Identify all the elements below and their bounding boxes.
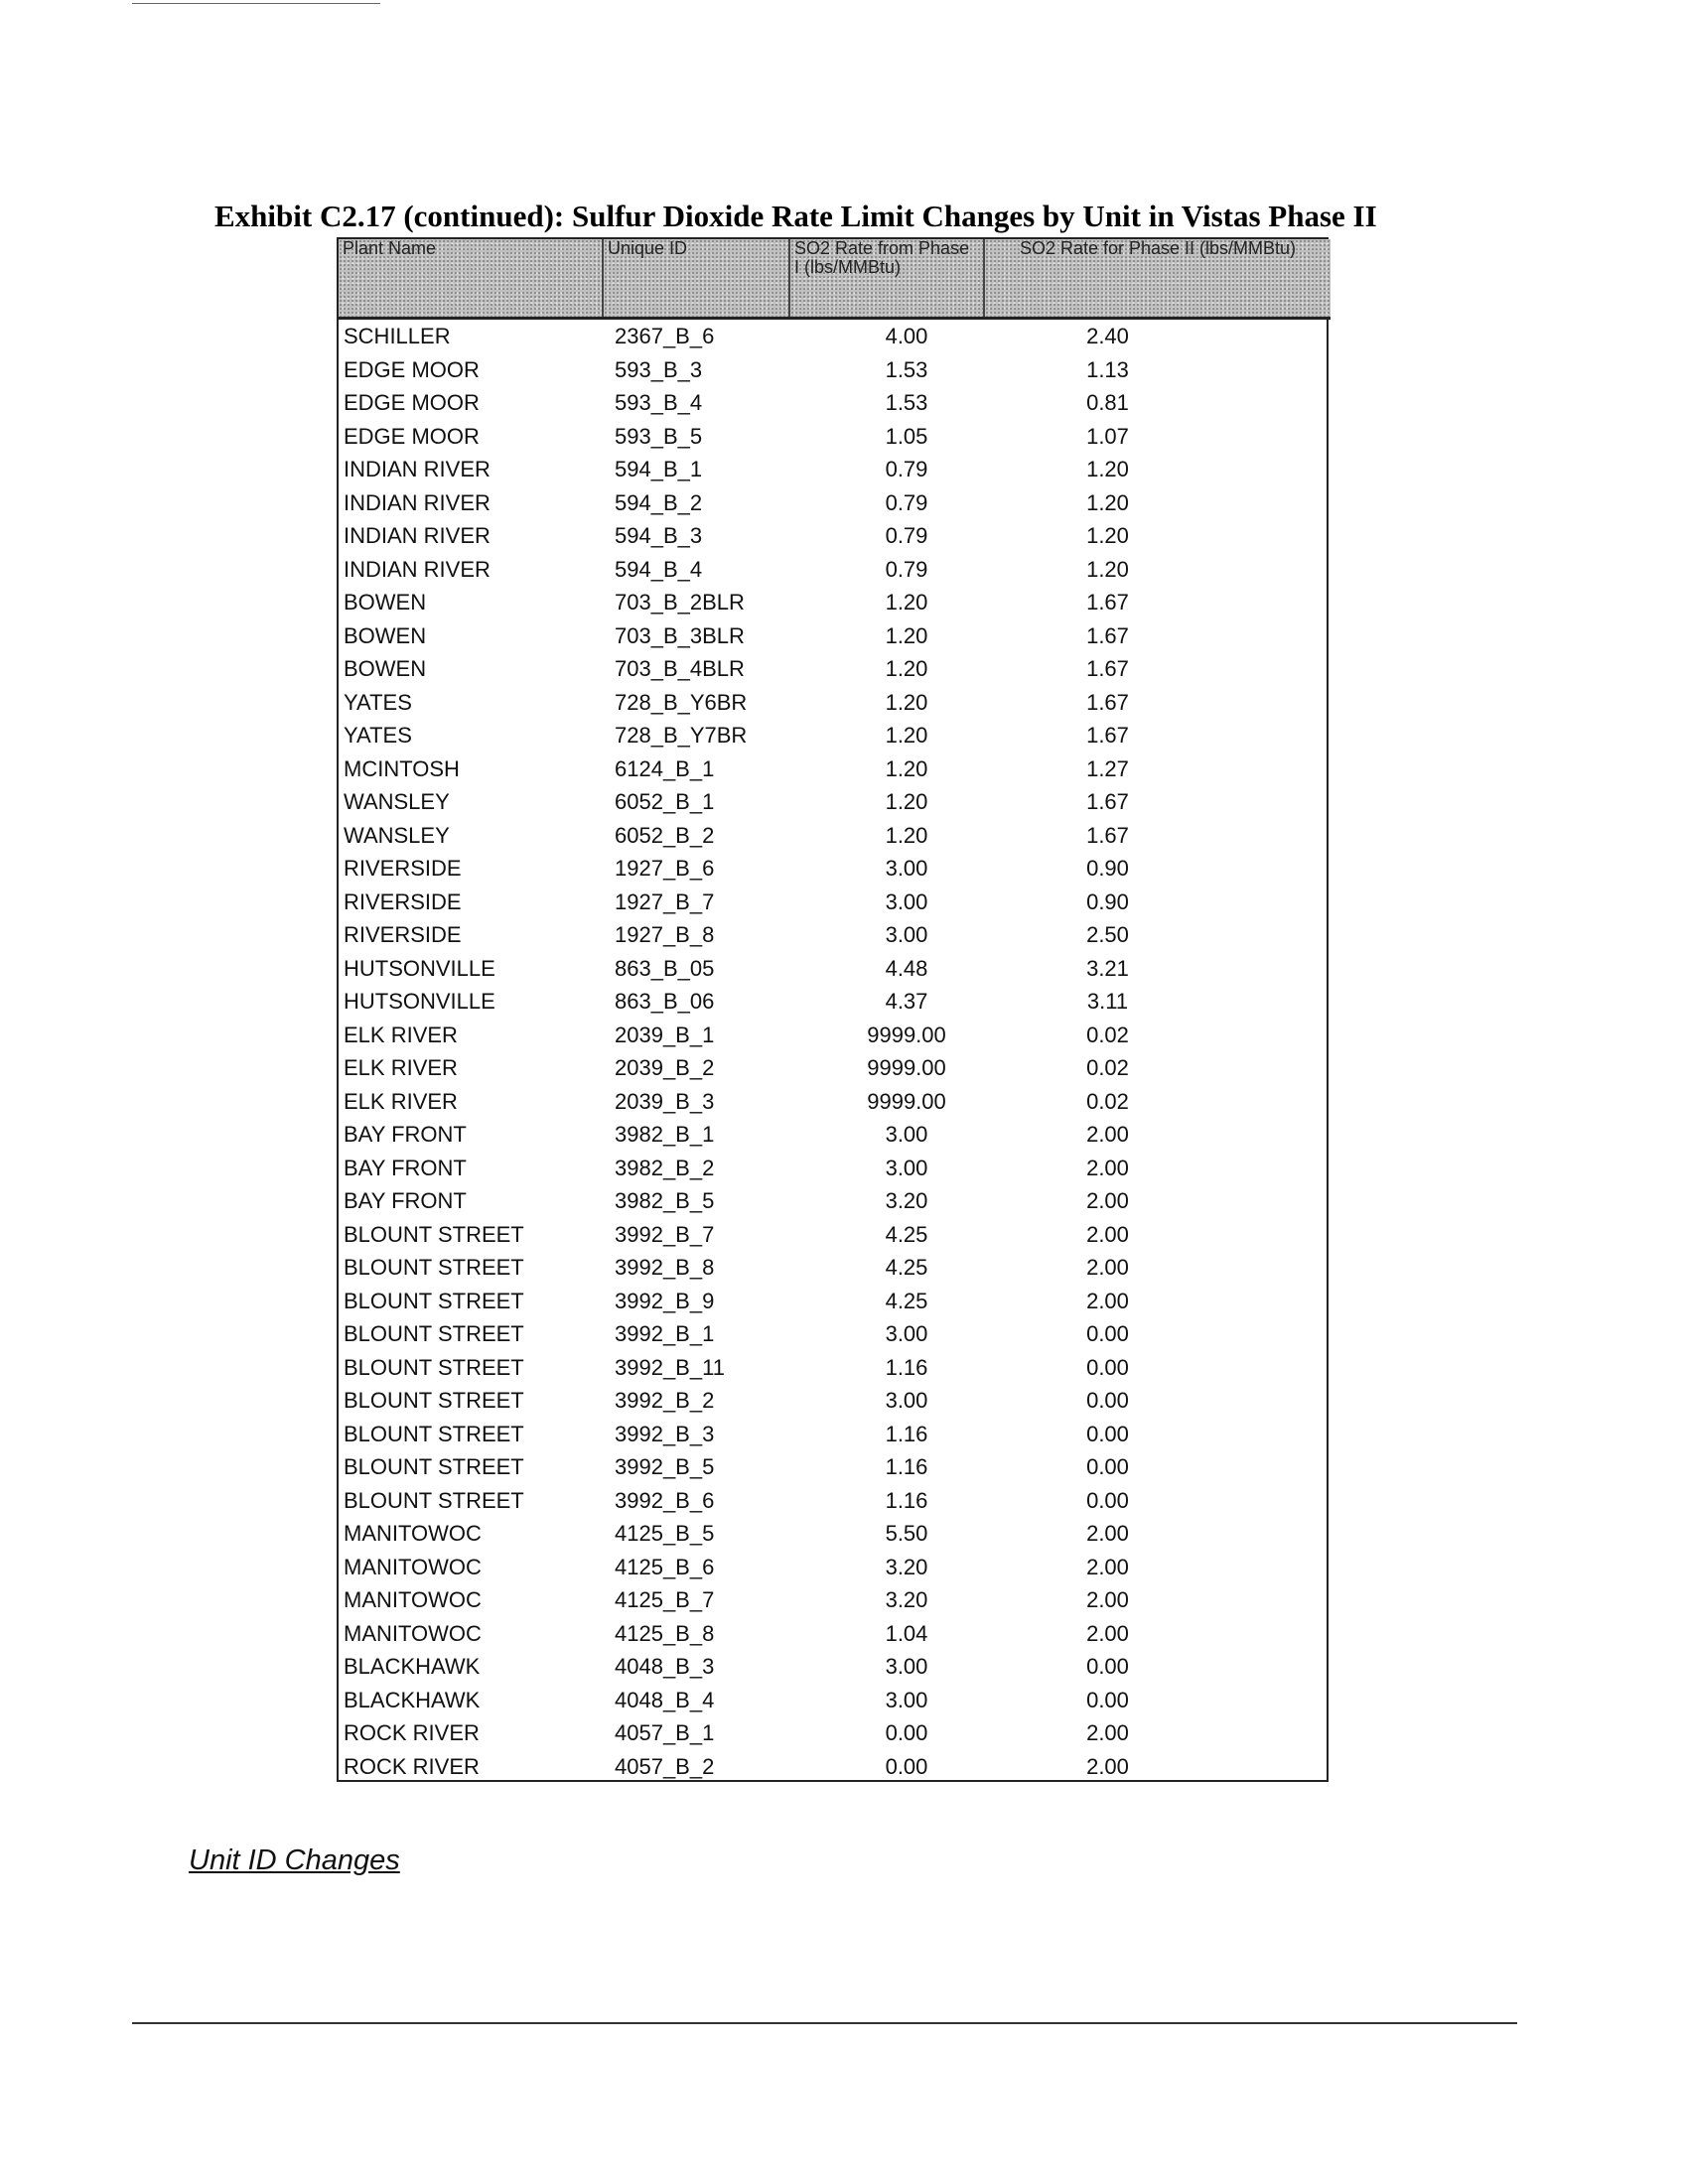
cell-so2-phase-2: 2.00 bbox=[1086, 1521, 1129, 1546]
cell-so2-phase-1: 0.00 bbox=[885, 1753, 928, 1779]
table-row bbox=[339, 1351, 1331, 1385]
cell-unique-id: 3992_B_8 bbox=[615, 1255, 715, 1280]
cell-unique-id: 4057_B_2 bbox=[615, 1753, 715, 1779]
cell-plant-name: BLOUNT STREET bbox=[344, 1321, 524, 1346]
cell-unique-id: 1927_B_7 bbox=[615, 888, 715, 914]
cell-plant-name: MANITOWOC bbox=[344, 1620, 482, 1646]
so2-rate-table bbox=[339, 239, 1331, 1783]
cell-so2-phase-2: 2.00 bbox=[1086, 1155, 1129, 1180]
cell-so2-phase-1: 1.20 bbox=[885, 689, 928, 715]
cell-unique-id: 594_B_2 bbox=[615, 489, 703, 515]
cell-so2-phase-1: 9999.00 bbox=[867, 1022, 946, 1047]
table-row bbox=[339, 918, 1331, 952]
cell-unique-id: 4125_B_7 bbox=[615, 1587, 715, 1612]
cell-so2-phase-1: 1.20 bbox=[885, 789, 928, 814]
cell-so2-phase-1: 0.79 bbox=[885, 523, 928, 548]
cell-so2-phase-1: 3.00 bbox=[885, 1122, 928, 1147]
cell-unique-id: 1927_B_6 bbox=[615, 856, 715, 881]
cell-plant-name: MCINTOSH bbox=[344, 755, 460, 781]
cell-so2-phase-2: 0.00 bbox=[1086, 1454, 1129, 1479]
table-row bbox=[339, 1450, 1331, 1484]
cell-unique-id: 593_B_3 bbox=[615, 356, 703, 382]
table-row bbox=[339, 453, 1331, 486]
cell-plant-name: SCHILLER bbox=[344, 324, 451, 348]
cell-so2-phase-2: 2.00 bbox=[1086, 1753, 1129, 1779]
cell-so2-phase-2: 0.00 bbox=[1086, 1354, 1129, 1380]
table-row bbox=[339, 1019, 1331, 1052]
cell-unique-id: 3992_B_9 bbox=[615, 1288, 715, 1313]
cell-plant-name: YATES bbox=[344, 689, 412, 715]
table-row bbox=[339, 1051, 1331, 1085]
cell-plant-name: RIVERSIDE bbox=[344, 888, 462, 914]
cell-unique-id: 6052_B_2 bbox=[615, 822, 715, 848]
page-title: Exhibit C2.17 (continued): Sulfur Dioxide Rate Limit Changes by Unit in Vistas Phase II bbox=[214, 199, 1377, 233]
cell-plant-name: ELK RIVER bbox=[344, 1055, 458, 1080]
table-row bbox=[339, 1650, 1331, 1684]
cell-plant-name: BLOUNT STREET bbox=[344, 1354, 524, 1380]
cell-plant-name: BAY FRONT bbox=[344, 1122, 467, 1147]
cell-so2-phase-2: 2.00 bbox=[1086, 1720, 1129, 1745]
cell-unique-id: 593_B_5 bbox=[615, 423, 703, 449]
cell-unique-id: 4048_B_3 bbox=[615, 1654, 715, 1679]
table-row bbox=[339, 1184, 1331, 1218]
cell-so2-phase-2: 0.00 bbox=[1086, 1687, 1129, 1712]
cell-unique-id: 3992_B_1 bbox=[615, 1321, 715, 1346]
table-row bbox=[339, 1118, 1331, 1152]
cell-unique-id: 4048_B_4 bbox=[615, 1687, 715, 1712]
cell-so2-phase-2: 2.50 bbox=[1086, 922, 1129, 947]
cell-unique-id: 2367_B_6 bbox=[615, 324, 715, 348]
cell-so2-phase-2: 0.00 bbox=[1086, 1421, 1129, 1446]
cell-plant-name: BLOUNT STREET bbox=[344, 1487, 524, 1513]
section-heading: Unit ID Changes bbox=[189, 1844, 400, 1876]
table-row bbox=[339, 1484, 1331, 1518]
cell-so2-phase-1: 3.00 bbox=[885, 1687, 928, 1712]
cell-unique-id: 4125_B_6 bbox=[615, 1554, 715, 1579]
cell-so2-phase-1: 1.04 bbox=[885, 1620, 928, 1646]
cell-unique-id: 2039_B_2 bbox=[615, 1055, 715, 1080]
cell-so2-phase-1: 1.20 bbox=[885, 822, 928, 848]
cell-unique-id: 2039_B_3 bbox=[615, 1088, 715, 1114]
cell-plant-name: RIVERSIDE bbox=[344, 922, 462, 947]
cell-plant-name: INDIAN RIVER bbox=[344, 523, 491, 548]
cell-so2-phase-2: 2.00 bbox=[1086, 1188, 1129, 1213]
table-row bbox=[339, 785, 1331, 819]
cell-unique-id: 3992_B_5 bbox=[615, 1454, 715, 1479]
cell-plant-name: INDIAN RIVER bbox=[344, 556, 491, 582]
cell-so2-phase-1: 9999.00 bbox=[867, 1055, 946, 1080]
table-row bbox=[339, 1716, 1331, 1750]
cell-plant-name: MANITOWOC bbox=[344, 1554, 482, 1579]
cell-so2-phase-2: 2.00 bbox=[1086, 1221, 1129, 1247]
cell-so2-phase-2: 1.67 bbox=[1086, 656, 1129, 681]
cell-so2-phase-1: 3.00 bbox=[885, 1654, 928, 1679]
cell-plant-name: BLOUNT STREET bbox=[344, 1221, 524, 1247]
cell-so2-phase-2: 1.67 bbox=[1086, 723, 1129, 748]
table-row bbox=[339, 519, 1331, 553]
cell-plant-name: MANITOWOC bbox=[344, 1521, 482, 1546]
cell-plant-name: BLOUNT STREET bbox=[344, 1255, 524, 1280]
cell-plant-name: HUTSONVILLE bbox=[344, 989, 495, 1014]
cell-so2-phase-1: 1.53 bbox=[885, 390, 928, 415]
cell-so2-phase-1: 3.00 bbox=[885, 1321, 928, 1346]
cell-so2-phase-1: 4.25 bbox=[885, 1255, 928, 1280]
table-row bbox=[339, 752, 1331, 786]
table-row bbox=[339, 486, 1331, 520]
table-row bbox=[339, 619, 1331, 653]
cell-so2-phase-1: 1.05 bbox=[885, 423, 928, 449]
cell-plant-name: RIVERSIDE bbox=[344, 856, 462, 881]
cell-plant-name: BLOUNT STREET bbox=[344, 1454, 524, 1479]
cell-unique-id: 728_B_Y6BR bbox=[615, 689, 748, 715]
cell-plant-name: MANITOWOC bbox=[344, 1587, 482, 1612]
header-unique-id: Unique ID bbox=[603, 239, 789, 319]
cell-so2-phase-1: 4.37 bbox=[885, 989, 928, 1014]
cell-unique-id: 863_B_05 bbox=[615, 955, 715, 981]
cell-unique-id: 3992_B_2 bbox=[615, 1388, 715, 1413]
header-so2-phase-2: SO2 Rate for Phase II (lbs/MMBtu) bbox=[984, 239, 1331, 319]
cell-plant-name: BLOUNT STREET bbox=[344, 1388, 524, 1413]
cell-so2-phase-2: 0.02 bbox=[1086, 1088, 1129, 1114]
cell-so2-phase-1: 3.20 bbox=[885, 1587, 928, 1612]
cell-plant-name: YATES bbox=[344, 723, 412, 748]
cell-unique-id: 594_B_3 bbox=[615, 523, 703, 548]
cell-so2-phase-1: 4.25 bbox=[885, 1288, 928, 1313]
cell-so2-phase-1: 0.79 bbox=[885, 457, 928, 481]
cell-so2-phase-2: 1.27 bbox=[1086, 755, 1129, 781]
cell-plant-name: WANSLEY bbox=[344, 822, 450, 848]
cell-so2-phase-2: 2.00 bbox=[1086, 1255, 1129, 1280]
cell-so2-phase-2: 1.20 bbox=[1086, 556, 1129, 582]
table-row bbox=[339, 1617, 1331, 1651]
cell-so2-phase-1: 1.16 bbox=[885, 1454, 928, 1479]
table-row bbox=[339, 819, 1331, 853]
cell-so2-phase-1: 3.20 bbox=[885, 1188, 928, 1213]
cell-plant-name: BLOUNT STREET bbox=[344, 1288, 524, 1313]
cell-so2-phase-1: 1.16 bbox=[885, 1421, 928, 1446]
cell-unique-id: 3992_B_6 bbox=[615, 1487, 715, 1513]
table-row bbox=[339, 1583, 1331, 1617]
cell-plant-name: ELK RIVER bbox=[344, 1088, 458, 1114]
table-row bbox=[339, 586, 1331, 619]
cell-plant-name: BOWEN bbox=[344, 622, 427, 648]
cell-plant-name: EDGE MOOR bbox=[344, 423, 480, 449]
cell-plant-name: BLACKHAWK bbox=[344, 1687, 481, 1712]
table-row bbox=[339, 952, 1331, 986]
cell-unique-id: 3982_B_2 bbox=[615, 1155, 715, 1180]
cell-unique-id: 594_B_4 bbox=[615, 556, 703, 582]
cell-plant-name: WANSLEY bbox=[344, 789, 450, 814]
top-rule bbox=[132, 3, 380, 4]
table-row bbox=[339, 1085, 1331, 1119]
cell-plant-name: HUTSONVILLE bbox=[344, 955, 495, 981]
cell-so2-phase-2: 2.00 bbox=[1086, 1620, 1129, 1646]
cell-plant-name: INDIAN RIVER bbox=[344, 489, 491, 515]
cell-plant-name: ROCK RIVER bbox=[344, 1720, 480, 1745]
cell-so2-phase-2: 2.40 bbox=[1086, 324, 1129, 348]
cell-so2-phase-2: 1.67 bbox=[1086, 590, 1129, 614]
cell-so2-phase-1: 0.00 bbox=[885, 1720, 928, 1745]
cell-so2-phase-2: 2.00 bbox=[1086, 1122, 1129, 1147]
table-row bbox=[339, 686, 1331, 720]
table-row bbox=[339, 719, 1331, 752]
cell-so2-phase-1: 1.20 bbox=[885, 590, 928, 614]
cell-unique-id: 3992_B_3 bbox=[615, 1421, 715, 1446]
cell-unique-id: 6124_B_1 bbox=[615, 755, 715, 781]
cell-so2-phase-1: 3.00 bbox=[885, 888, 928, 914]
cell-so2-phase-2: 0.02 bbox=[1086, 1022, 1129, 1047]
cell-unique-id: 4057_B_1 bbox=[615, 1720, 715, 1745]
cell-so2-phase-2: 3.21 bbox=[1086, 955, 1129, 981]
cell-so2-phase-2: 1.13 bbox=[1086, 356, 1129, 382]
cell-so2-phase-1: 1.20 bbox=[885, 622, 928, 648]
table-row bbox=[339, 1384, 1331, 1418]
cell-so2-phase-2: 1.67 bbox=[1086, 689, 1129, 715]
table-row bbox=[339, 420, 1331, 454]
cell-unique-id: 3992_B_7 bbox=[615, 1221, 715, 1247]
cell-so2-phase-1: 1.16 bbox=[885, 1354, 928, 1380]
header-plant-name: Plant Name bbox=[339, 239, 603, 319]
cell-plant-name: ELK RIVER bbox=[344, 1022, 458, 1047]
cell-so2-phase-2: 0.90 bbox=[1086, 888, 1129, 914]
table-row bbox=[339, 1684, 1331, 1717]
rate-table-frame bbox=[337, 237, 1329, 1782]
cell-unique-id: 593_B_4 bbox=[615, 390, 703, 415]
cell-so2-phase-1: 1.20 bbox=[885, 656, 928, 681]
cell-unique-id: 3992_B_11 bbox=[615, 1354, 725, 1380]
cell-unique-id: 594_B_1 bbox=[615, 457, 703, 481]
cell-plant-name: BLOUNT STREET bbox=[344, 1421, 524, 1446]
cell-plant-name: BOWEN bbox=[344, 656, 427, 681]
header-so2-phase-1: SO2 Rate from Phase I (lbs/MMBtu) bbox=[789, 239, 984, 319]
cell-so2-phase-1: 4.48 bbox=[885, 955, 928, 981]
cell-so2-phase-2: 2.00 bbox=[1086, 1288, 1129, 1313]
cell-so2-phase-2: 2.00 bbox=[1086, 1587, 1129, 1612]
cell-so2-phase-2: 1.20 bbox=[1086, 489, 1129, 515]
cell-plant-name: BOWEN bbox=[344, 590, 427, 614]
cell-plant-name: EDGE MOOR bbox=[344, 356, 480, 382]
cell-so2-phase-1: 3.00 bbox=[885, 1388, 928, 1413]
table-row bbox=[339, 852, 1331, 886]
footer-rule bbox=[132, 2022, 1517, 2024]
cell-so2-phase-2: 1.20 bbox=[1086, 523, 1129, 548]
cell-so2-phase-2: 1.67 bbox=[1086, 822, 1129, 848]
cell-unique-id: 703_B_4BLR bbox=[615, 656, 745, 681]
table-row bbox=[339, 1750, 1331, 1784]
table-row bbox=[339, 985, 1331, 1019]
table-row bbox=[339, 353, 1331, 387]
cell-so2-phase-1: 4.00 bbox=[885, 324, 928, 348]
cell-so2-phase-2: 3.11 bbox=[1086, 989, 1129, 1014]
table-row bbox=[339, 1152, 1331, 1185]
table-header-row bbox=[339, 239, 1331, 319]
cell-unique-id: 728_B_Y7BR bbox=[615, 723, 748, 748]
table-row bbox=[339, 1285, 1331, 1318]
cell-so2-phase-2: 1.67 bbox=[1086, 622, 1129, 648]
cell-so2-phase-1: 3.00 bbox=[885, 922, 928, 947]
table-row bbox=[339, 886, 1331, 919]
cell-unique-id: 3982_B_5 bbox=[615, 1188, 715, 1213]
cell-plant-name: BAY FRONT bbox=[344, 1188, 467, 1213]
table-row bbox=[339, 386, 1331, 420]
table-row bbox=[339, 1218, 1331, 1252]
cell-unique-id: 703_B_2BLR bbox=[615, 590, 745, 614]
cell-unique-id: 863_B_06 bbox=[615, 989, 715, 1014]
cell-plant-name: INDIAN RIVER bbox=[344, 457, 491, 481]
cell-unique-id: 6052_B_1 bbox=[615, 789, 715, 814]
table-row bbox=[339, 652, 1331, 686]
cell-so2-phase-2: 0.00 bbox=[1086, 1388, 1129, 1413]
cell-so2-phase-2: 0.90 bbox=[1086, 856, 1129, 881]
cell-so2-phase-2: 1.20 bbox=[1086, 457, 1129, 481]
cell-so2-phase-1: 0.79 bbox=[885, 489, 928, 515]
table-row bbox=[339, 1418, 1331, 1451]
cell-so2-phase-1: 1.20 bbox=[885, 755, 928, 781]
cell-so2-phase-2: 2.00 bbox=[1086, 1554, 1129, 1579]
cell-so2-phase-2: 0.02 bbox=[1086, 1055, 1129, 1080]
cell-plant-name: ROCK RIVER bbox=[344, 1753, 480, 1779]
table-row bbox=[339, 1317, 1331, 1351]
cell-so2-phase-1: 1.20 bbox=[885, 723, 928, 748]
cell-unique-id: 2039_B_1 bbox=[615, 1022, 715, 1047]
cell-unique-id: 703_B_3BLR bbox=[615, 622, 745, 648]
cell-so2-phase-2: 0.00 bbox=[1086, 1321, 1129, 1346]
cell-so2-phase-1: 1.16 bbox=[885, 1487, 928, 1513]
cell-so2-phase-2: 1.07 bbox=[1086, 423, 1129, 449]
cell-plant-name: BLACKHAWK bbox=[344, 1654, 481, 1679]
cell-so2-phase-2: 0.00 bbox=[1086, 1654, 1129, 1679]
cell-so2-phase-1: 5.50 bbox=[885, 1521, 928, 1546]
table-row bbox=[339, 1551, 1331, 1584]
cell-so2-phase-1: 4.25 bbox=[885, 1221, 928, 1247]
cell-unique-id: 1927_B_8 bbox=[615, 922, 715, 947]
cell-plant-name: BAY FRONT bbox=[344, 1155, 467, 1180]
cell-so2-phase-1: 9999.00 bbox=[867, 1088, 946, 1114]
cell-unique-id: 3982_B_1 bbox=[615, 1122, 715, 1147]
table-row bbox=[339, 553, 1331, 587]
table-row bbox=[339, 319, 1331, 353]
cell-plant-name: EDGE MOOR bbox=[344, 390, 480, 415]
cell-unique-id: 4125_B_8 bbox=[615, 1620, 715, 1646]
table-row bbox=[339, 1517, 1331, 1551]
cell-so2-phase-2: 0.81 bbox=[1086, 390, 1129, 415]
table-row bbox=[339, 1251, 1331, 1285]
cell-so2-phase-2: 0.00 bbox=[1086, 1487, 1129, 1513]
cell-unique-id: 4125_B_5 bbox=[615, 1521, 715, 1546]
cell-so2-phase-2: 1.67 bbox=[1086, 789, 1129, 814]
cell-so2-phase-1: 3.20 bbox=[885, 1554, 928, 1579]
cell-so2-phase-1: 0.79 bbox=[885, 556, 928, 582]
cell-so2-phase-1: 3.00 bbox=[885, 856, 928, 881]
cell-so2-phase-1: 1.53 bbox=[885, 356, 928, 382]
cell-so2-phase-1: 3.00 bbox=[885, 1155, 928, 1180]
